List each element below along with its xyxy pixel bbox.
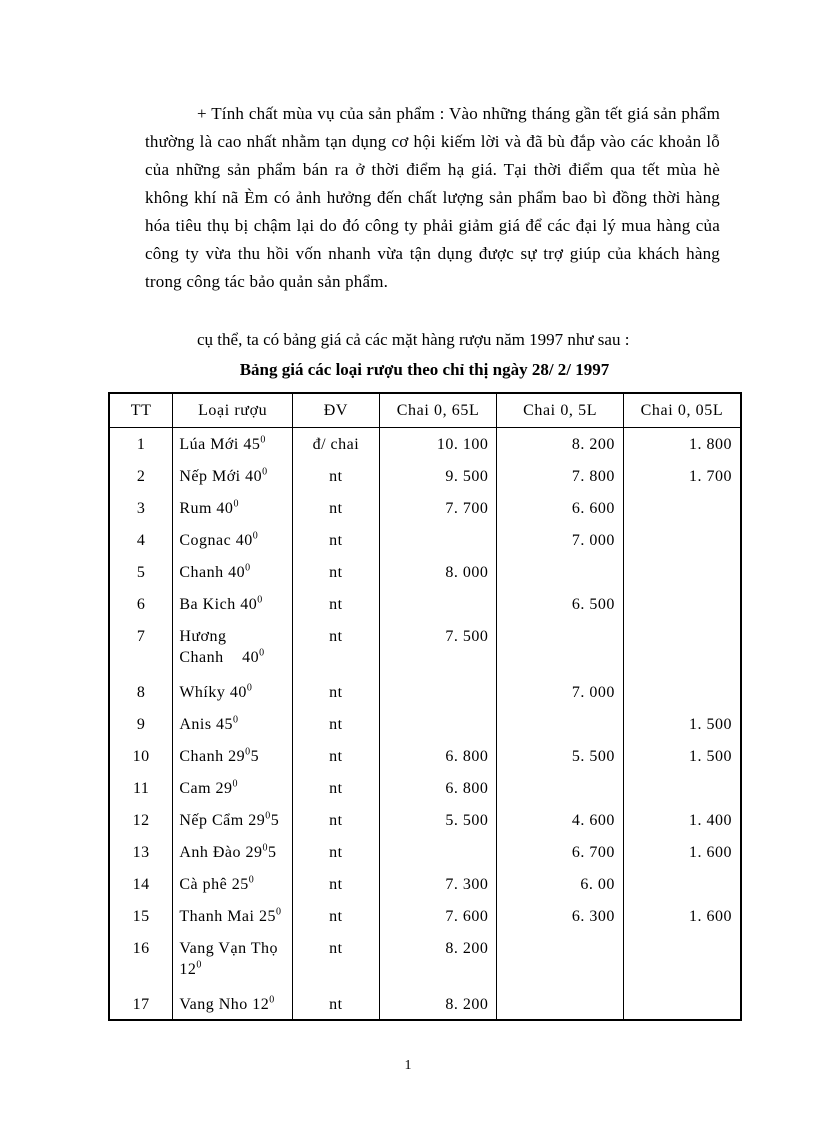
- table-row: [109, 988, 741, 1020]
- liquor-name: [173, 588, 293, 620]
- price-005-cell: [623, 524, 741, 556]
- degree-mark: 0: [259, 647, 265, 659]
- unit-cell: nt: [293, 460, 380, 492]
- unit-cell: nt: [293, 524, 380, 556]
- price-005-cell: [623, 556, 741, 588]
- degree-mark: 0: [248, 874, 255, 886]
- degree-mark: 0: [262, 466, 268, 478]
- liquor-name-text: Whíky 40: [179, 683, 247, 701]
- degree-mark: 0: [245, 746, 251, 758]
- unit-cell: nt: [293, 804, 380, 836]
- price-05-cell: 8. 200: [497, 428, 624, 460]
- page-number: 1: [404, 1058, 412, 1073]
- degree-mark: 0: [246, 682, 253, 694]
- table-row: [109, 492, 741, 524]
- price-005-cell: 1. 600: [623, 836, 741, 868]
- liquor-name: [173, 620, 293, 676]
- price-05-cell: [497, 556, 624, 588]
- price-065-cell: [379, 588, 497, 620]
- row-number: 4: [109, 524, 173, 556]
- price-065-cell: [379, 708, 497, 740]
- table-row: [109, 524, 741, 556]
- table-intro-text: cụ thể, ta có bảng giá cả các mặt hàng rượu năm 1997 như sau :: [197, 330, 630, 349]
- table-row: [109, 620, 741, 676]
- price-005-cell: 1. 600: [623, 900, 741, 932]
- liquor-name-text: Cognac 40: [179, 531, 253, 549]
- degree-mark: 0: [257, 594, 263, 606]
- liquor-name-text: Nếp Cẩm 29: [179, 811, 266, 829]
- table-row: [109, 588, 741, 620]
- degree-fraction: 5: [270, 811, 280, 829]
- unit-cell: nt: [293, 676, 380, 708]
- header-tt: TT: [109, 393, 173, 428]
- price-065-cell: [379, 676, 497, 708]
- price-05-cell: [497, 708, 624, 740]
- price-065-cell: 8. 200: [379, 932, 497, 988]
- liquor-name: [173, 708, 293, 740]
- unit-cell: nt: [293, 836, 380, 868]
- price-table-header: [109, 393, 741, 428]
- unit-cell: nt: [293, 708, 380, 740]
- header-bottle-05: Chai 0, 5L: [497, 393, 624, 428]
- row-number: 6: [109, 588, 173, 620]
- liquor-name: [173, 868, 293, 900]
- degree-mark: 0: [275, 906, 282, 918]
- table-row: [109, 900, 741, 932]
- price-table-body: [109, 428, 741, 1020]
- unit-cell: nt: [293, 740, 380, 772]
- row-number: 14: [109, 868, 173, 900]
- degree-mark: 0: [269, 994, 275, 1006]
- degree-mark: 0: [245, 562, 251, 574]
- row-number: 13: [109, 836, 173, 868]
- price-05-cell: [497, 620, 624, 676]
- price-05-cell: [497, 932, 624, 988]
- price-065-cell: 10. 100: [379, 428, 497, 460]
- degree-mark: 0: [252, 530, 259, 542]
- degree-fraction: 5: [250, 747, 260, 765]
- table-row: [109, 556, 741, 588]
- unit-cell: nt: [293, 492, 380, 524]
- price-005-cell: [623, 588, 741, 620]
- row-number: 16: [109, 932, 173, 988]
- liquor-name: [173, 676, 293, 708]
- liquor-name-text: Rum 40: [179, 499, 234, 517]
- table-row: [109, 772, 741, 804]
- price-05-cell: 7. 000: [497, 676, 624, 708]
- unit-cell: nt: [293, 900, 380, 932]
- row-number: 3: [109, 492, 173, 524]
- price-005-cell: 1. 800: [623, 428, 741, 460]
- price-05-cell: [497, 988, 624, 1020]
- body-paragraph: [145, 100, 720, 296]
- degree-mark: 0: [260, 434, 266, 446]
- price-05-cell: 6. 00: [497, 868, 624, 900]
- unit-cell: nt: [293, 932, 380, 988]
- degree-mark: 0: [233, 498, 239, 510]
- price-065-cell: 6. 800: [379, 740, 497, 772]
- row-number: 11: [109, 772, 173, 804]
- liquor-name: [173, 524, 293, 556]
- price-065-cell: 8. 200: [379, 988, 497, 1020]
- liquor-name: [173, 428, 293, 460]
- price-table: [108, 392, 742, 1021]
- price-005-cell: [623, 620, 741, 676]
- header-unit: ĐV: [293, 393, 380, 428]
- header-bottle-065: Chai 0, 65L: [379, 393, 497, 428]
- liquor-name-text: Chanh 40: [179, 563, 246, 581]
- price-05-cell: 7. 000: [497, 524, 624, 556]
- price-05-cell: 6. 500: [497, 588, 624, 620]
- table-row: [109, 836, 741, 868]
- unit-cell: nt: [293, 588, 380, 620]
- liquor-name-text: Chanh 29: [179, 747, 246, 765]
- liquor-name: [173, 900, 293, 932]
- price-005-cell: [623, 932, 741, 988]
- liquor-name: [173, 740, 293, 772]
- table-row: [109, 676, 741, 708]
- price-005-cell: [623, 676, 741, 708]
- row-number: 10: [109, 740, 173, 772]
- liquor-name-text: Cam 29: [179, 779, 233, 797]
- liquor-name: [173, 492, 293, 524]
- unit-cell: nt: [293, 868, 380, 900]
- liquor-name-text: Cà phê 25: [179, 875, 249, 893]
- unit-cell: nt: [293, 556, 380, 588]
- liquor-name-text: Thanh Mai 25: [179, 907, 276, 925]
- degree-mark: 0: [196, 959, 202, 971]
- liquor-name: [173, 988, 293, 1020]
- degree-fraction: 5: [268, 843, 277, 861]
- price-005-cell: [623, 772, 741, 804]
- liquor-name-text: Anh Đào 29: [179, 843, 263, 861]
- price-065-cell: 5. 500: [379, 804, 497, 836]
- table-row: [109, 740, 741, 772]
- row-number: 1: [109, 428, 173, 460]
- table-title: Bảng giá các loại rượu theo chỉ thị ngày 28/ 2/ 1997: [239, 360, 610, 379]
- price-05-cell: 6. 300: [497, 900, 624, 932]
- header-name: Loại rượu: [173, 393, 293, 428]
- liquor-name: [173, 932, 293, 988]
- price-005-cell: 1. 400: [623, 804, 741, 836]
- price-005-cell: [623, 868, 741, 900]
- table-row: [109, 932, 741, 988]
- table-row: [109, 428, 741, 460]
- row-number: 12: [109, 804, 173, 836]
- header-bottle-005: Chai 0, 05L: [623, 393, 741, 428]
- row-number: 5: [109, 556, 173, 588]
- liquor-name: [173, 556, 293, 588]
- price-05-cell: [497, 772, 624, 804]
- liquor-name-text: Ba Kich 40: [179, 595, 258, 613]
- price-065-cell: 7. 500: [379, 620, 497, 676]
- degree-mark: 0: [265, 810, 271, 822]
- unit-cell: nt: [293, 988, 380, 1020]
- liquor-name-text: Vang Vạn Thọ 12: [179, 939, 279, 978]
- price-065-cell: 7. 600: [379, 900, 497, 932]
- table-row: [109, 804, 741, 836]
- price-005-cell: 1. 500: [623, 740, 741, 772]
- price-065-cell: 6. 800: [379, 772, 497, 804]
- price-065-cell: 7. 300: [379, 868, 497, 900]
- row-number: 17: [109, 988, 173, 1020]
- price-005-cell: 1. 700: [623, 460, 741, 492]
- liquor-name-text: Lúa Mới 45: [179, 436, 261, 453]
- price-065-cell: 7. 700: [379, 492, 497, 524]
- liquor-name: [173, 772, 293, 804]
- degree-mark: 0: [262, 842, 269, 854]
- price-05-cell: 6. 700: [497, 836, 624, 868]
- row-number: 15: [109, 900, 173, 932]
- price-005-cell: [623, 988, 741, 1020]
- unit-cell: đ/ chai: [293, 428, 380, 460]
- price-05-cell: 7. 800: [497, 460, 624, 492]
- price-05-cell: 5. 500: [497, 740, 624, 772]
- table-row: [109, 868, 741, 900]
- liquor-name-text: Nếp Mới 40: [179, 467, 263, 485]
- price-065-cell: 8. 000: [379, 556, 497, 588]
- liquor-name: [173, 836, 293, 868]
- liquor-name: [173, 460, 293, 492]
- liquor-name-text: Anis 45: [179, 715, 234, 733]
- liquor-name: [173, 804, 293, 836]
- unit-cell: nt: [293, 772, 380, 804]
- price-065-cell: 9. 500: [379, 460, 497, 492]
- degree-mark: 0: [232, 778, 239, 790]
- price-065-cell: [379, 524, 497, 556]
- liquor-name-text: Hương Chanh 40: [179, 627, 260, 666]
- row-number: 7: [109, 620, 173, 676]
- price-05-cell: 4. 600: [497, 804, 624, 836]
- body-paragraph-text: + Tính chất mùa vụ của sản phẩm : Vào những tháng gần tết giá sản phẩm thường là cao nhất nhằm tạn dụng cơ hội kiếm lời và đã bù đắp vào các khoản lỗ của những sản phẩm bán ra ở thời điểm hạ giá. Tại thời điểm qua tết mùa hè không khí nã Èm có ảnh hưởng đến chất lượng sản phẩm bao bì đồng thời hàng hóa tiêu thụ bị chậm lại do đó công ty phải giảm giá để các đại lý mua hàng của công ty vừa thu hồi vốn nhanh vừa tận dụng được sự trợ giúp của khách hàng trong công tác bảo quản sản phẩm.: [145, 104, 720, 291]
- row-number: 2: [109, 460, 173, 492]
- degree-mark: 0: [233, 714, 239, 726]
- price-065-cell: [379, 836, 497, 868]
- price-05-cell: 6. 600: [497, 492, 624, 524]
- unit-cell: nt: [293, 620, 380, 676]
- table-row: [109, 708, 741, 740]
- liquor-name-text: Vang Nho 12: [179, 995, 270, 1013]
- row-number: 9: [109, 708, 173, 740]
- price-005-cell: 1. 500: [623, 708, 741, 740]
- table-row: [109, 460, 741, 492]
- row-number: 8: [109, 676, 173, 708]
- price-005-cell: [623, 492, 741, 524]
